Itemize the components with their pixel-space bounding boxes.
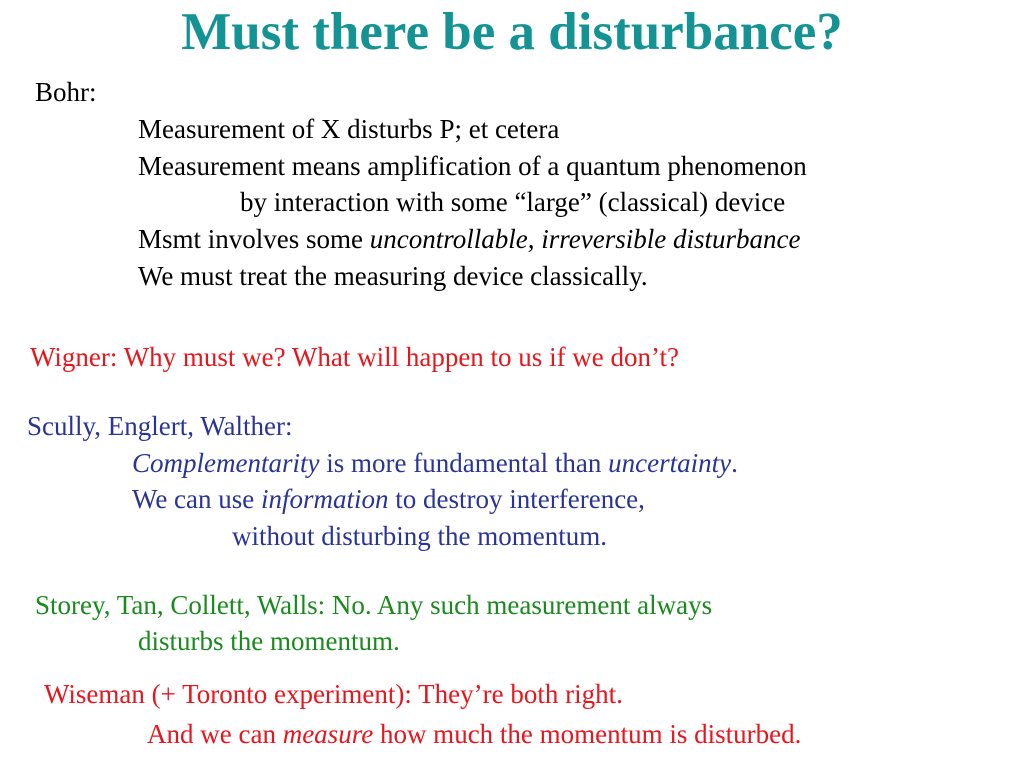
sew-line-2-information: information [261,484,389,514]
bohr-line-3: by interaction with some “large” (classical) device [240,187,786,217]
bohr-line-4 [138,221,800,257]
stcw-line-2: disturbs the momentum. [138,626,400,656]
bohr-line-4-emphasis: uncontrollable, irreversible disturbance [369,224,801,254]
bohr-line-5: We must treat the measuring device classically. [138,261,648,291]
bohr-heading: Bohr: [35,77,97,107]
bohr-line-2: Measurement means amplification of a quantum phenomenon [138,151,807,181]
sew-line-1-period: . [731,448,738,478]
wiseman-line-2-measure: measure [282,719,374,749]
wiseman-line-2-text-b: how much the momentum is disturbed. [373,719,802,749]
sew-line-2-text-b: to destroy interference, [388,484,645,514]
sew-line-1-complementarity: Complementarity [132,448,320,478]
sew-heading: Scully, Englert, Walther: [27,411,293,441]
stcw-line-1: Storey, Tan, Collett, Walls: No. Any such measurement always [35,590,713,620]
sew-line-1-uncertainty: uncertainty [608,448,732,478]
wiseman-line-2-text-a: And we can [147,719,283,749]
wiseman-line-2 [147,716,801,752]
sew-line-2 [132,481,645,517]
bohr-line-4-text: Msmt involves some [138,224,370,254]
wigner-line: Wigner: Why must we? What will happen to us if we don’t? [30,342,680,372]
sew-line-3: without disturbing the momentum. [232,521,607,551]
bohr-line-1: Measurement of X disturbs P; et cetera [138,114,560,144]
sew-line-1 [132,445,738,481]
sew-line-1-text: is more fundamental than [319,448,609,478]
wiseman-line-1: Wiseman (+ Toronto experiment): They’re both right. [44,679,623,709]
slide-title: Must there be a disturbance? [181,3,843,61]
sew-line-2-text-a: We can use [132,484,262,514]
